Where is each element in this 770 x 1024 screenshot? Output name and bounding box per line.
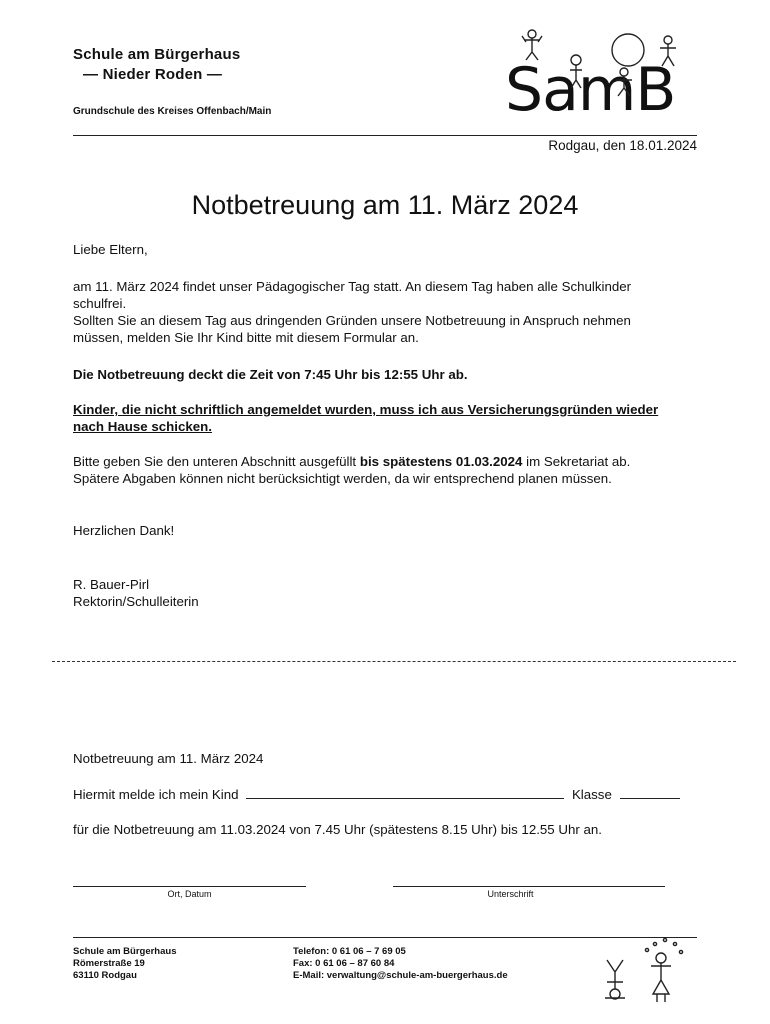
paragraph-line: am 11. März 2024 findet unser Pädagogischer Tag statt. An diesem Tag haben alle Schulkinder [73,279,632,294]
cut-line [52,661,736,662]
letter-date: Rodgau, den 18.01.2024 [548,138,697,153]
return-text-pre: Bitte geben Sie den unteren Abschnitt ausgefüllt [73,454,360,469]
footer-address-line: 63110 Rodgau [73,970,137,981]
class-label: Klasse [571,787,612,802]
footer-fax: Fax: 0 61 06 – 87 60 84 [293,958,395,969]
paragraph-intro [73,278,703,346]
letter-title: Notbetreuung am 11. März 2024 [191,190,579,220]
warning-note [73,401,703,435]
form-title: Notbetreuung am 11. März 2024 [73,751,264,766]
footer-children-icon [595,936,695,1008]
footer-email: E-Mail: verwaltung@schule-am-buergerhaus.de [293,970,508,981]
return-text-post: im Sekretariat ab. [522,454,631,469]
place-date-caption: Ort, Datum [167,889,212,899]
signer-name: R. Bauer-Pirl [73,577,150,592]
place-date-field[interactable] [73,886,306,887]
signature-caption: Unterschrift [487,889,534,899]
form-statement: für die Notbetreuung am 11.03.2024 von 7.45 Uhr (spätestens 8.15 Uhr) bis 12.55 Uhr an. [73,822,602,837]
return-instructions [73,453,703,487]
warning-line: nach Hause schicken. [73,419,212,434]
paragraph-line: müssen, melden Sie Ihr Kind bitte mit diesem Formular an. [73,330,419,345]
child-name-field[interactable] [246,786,564,799]
paragraph-line: Sollten Sie an diesem Tag aus dringenden Gründen unsere Notbetreuung in Anspruch nehmen [73,313,631,328]
school-location: — Nieder Roden — [83,66,223,83]
paragraph-line: schulfrei. [73,296,127,311]
school-name-block [73,45,240,85]
time-note: Die Notbetreuung deckt die Zeit von 7:45 Uhr bis 12:55 Uhr ab. [73,367,468,382]
child-label: Hiermit melde ich mein Kind [73,787,239,802]
return-deadline: bis spätestens 01.03.2024 [359,454,523,469]
greeting: Liebe Eltern, [73,242,148,257]
warning-line: Kinder, die nicht schriftlich angemeldet wurden, muss ich aus Versicherungsgründen wieder [73,402,659,417]
samb-logo: SamB [505,55,676,125]
thanks: Herzlichen Dank! [73,523,175,538]
logo-figures-icon [512,26,692,106]
footer-address-line: Schule am Bürgerhaus [73,946,177,957]
school-name: Schule am Bürgerhaus [73,46,241,63]
child-row [73,786,703,803]
return-line-2: Spätere Abgaben können nicht berücksichtigt werden, da wir entsprechend planen müssen. [73,471,612,486]
footer-address-line: Römerstraße 19 [73,958,145,969]
signer-role: Rektorin/Schulleiterin [73,594,199,609]
signature-field[interactable] [393,886,665,887]
return-line [73,453,703,470]
footer-phone: Telefon: 0 61 06 – 7 69 05 [293,946,406,957]
school-subtitle: Grundschule des Kreises Offenbach/Main [73,106,272,117]
footer-contact [293,946,508,982]
class-field[interactable] [620,786,680,799]
signer-block [73,576,703,610]
footer-address [73,946,176,982]
header-divider [73,135,697,136]
